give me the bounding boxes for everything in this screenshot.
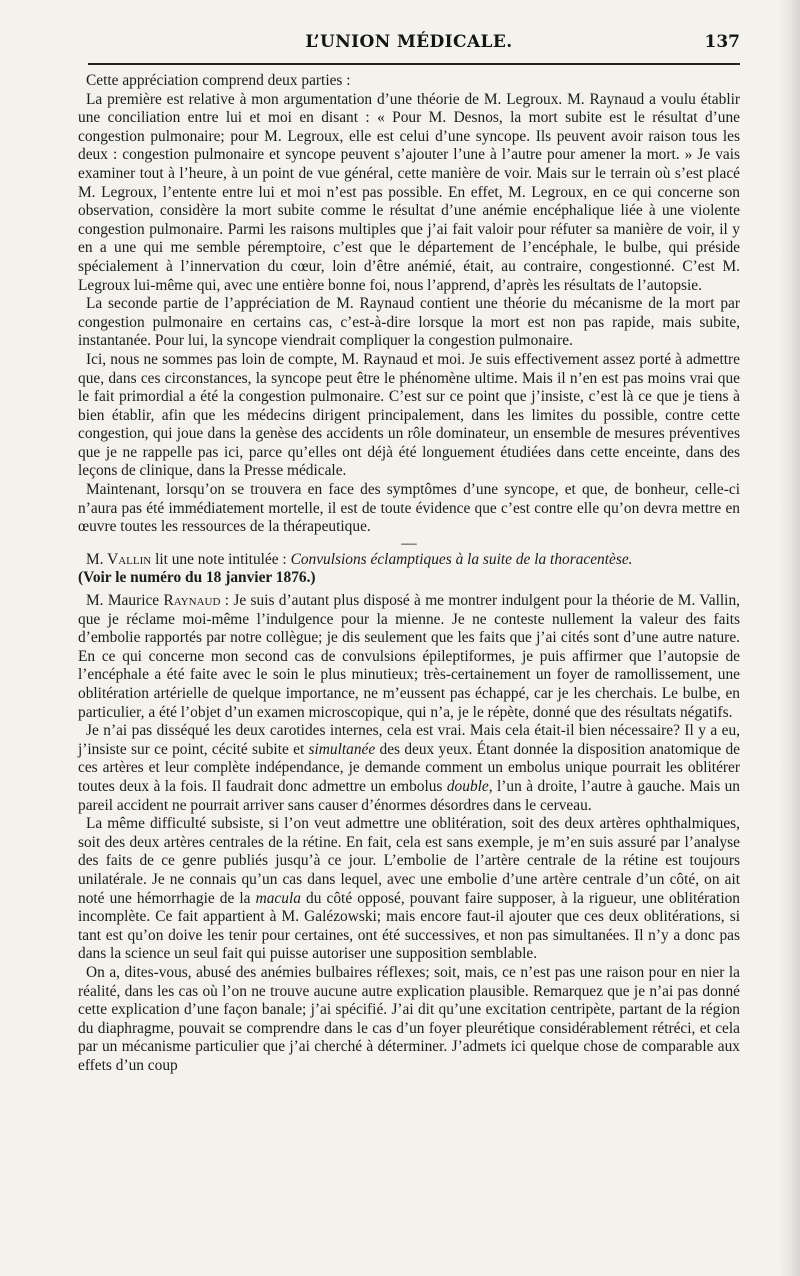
- paragraph-second-part: La seconde partie de l’appréciation de M. Raynaud contient une théorie du mécanisme de la mort par congestion pulmonaire en certains cas, c’est-à-dire lorsque la mort est non pas rapide, mais subite, instantanée. Pour lui, la syncope viendrait compliquer la congestion pulmonaire.: [78, 295, 740, 350]
- paragraph-carotides: [78, 722, 740, 815]
- difficulte-text-1: La même difficulté subsiste, si l’on veut admettre une oblitération, soit des deux artères ophthalmiques, soit des deux artères centrales de la rétine. En fait, cela est sans exemple, je m’en suis assuré par l’analyse des faits de ce genre publiés jusqu’à ce jour. L’embolie de l’artère centrale de la rétine est toujours unilatérale. Je ne connais qu’un cas dans lequel, avec une embolie d’une artère centrale d’un côté, on ait noté une hémorrhagie de la: [78, 815, 740, 907]
- paragraph-vallin: [78, 551, 740, 570]
- paragraph-compte: Ici, nous ne sommes pas loin de compte, M. Raynaud et moi. Je suis effectivement assez porté à admettre que, dans ces circonstances, la syncope peut être le phénomène ultime. Mais il n’en est pas moins vrai que le fait primordial a été la congestion pulmonaire. C’est sur ce point que j’insiste, c’est là ce que je tiens à bien établir, afin que les médecins dirigent principalement, dans les limites du possible, contre cette congestion, qui joue dans la genèse des accidents un rôle dominateur, un ensemble de mesures préventives que je ne rappelle pas ici, parce qu’elles ont déjà été longuement étudiées dans cette enceinte, dans des leçons de clinique, dans la Presse médicale.: [78, 350, 740, 480]
- carotides-text-1: Je n’ai pas disséqué les deux carotides internes, cela est vrai. Mais cela était-il bien nécessaire? Il y a eu, j’insiste sur ce point, cécité subite et: [78, 722, 740, 758]
- carotides-text-3: , l’un à droite, l’autre à gauche. Mais un pareil accident ne pourrait arriver sans causer d’énormes désordres dans le cerveau.: [78, 777, 741, 814]
- paragraph-maintenant: Maintenant, lorsqu’on se trouvera en face des symptômes d’une syncope, et que, de bonheur, celle-ci n’aura pas été immédiatement mortelle, il est de toute évidence que c’est contre elle qu’on devra mettre en œuvre toutes les ressources de la thérapeutique.: [78, 481, 740, 536]
- article-body: [78, 72, 740, 1075]
- speaker-vallin: M. Vallin: [86, 550, 152, 568]
- carotides-em-simultanee: simultanée: [308, 740, 376, 758]
- header-rule: [88, 63, 740, 65]
- paragraph-intro: Cette appréciation comprend deux parties :: [86, 72, 351, 89]
- running-title: L’UNION MÉDICALE.: [305, 32, 513, 52]
- carotides-text-2: des deux yeux. Étant donnée la disposition anatomique de ces artères et leur complète indépendance, je demande comment un embolus unique pourrait les oblitérer toutes deux à la fois. Il faudrait donc admettre un embolus: [78, 740, 741, 795]
- paragraph-anemies: On a, dites-vous, abusé des anémies bulbaires réflexes; soit, mais, ce n’est pas une raison pour en nier la réalité, dans les cas où l’on ne trouve aucune autre explication plausible. Remarquez que je n’ai pas donné cette explication d’une façon banale; j’ai spécifié. J’ai dit qu’une excitation centripète, partant de la région du diaphragme, pouvait se comprendre dans le cas d’un foyer pleurétique considérablement rétréci, et cela par un mécanisme particulier que j’ai cherché à déterminer. J’admets ici quelque chose de comparable aux effets d’un coup: [78, 963, 740, 1074]
- raynaud-prefix: M. Maurice: [86, 592, 164, 610]
- vallin-reference: (Voir le numéro du 18 janvier 1876.): [78, 569, 316, 587]
- page-header: [78, 30, 740, 58]
- vallin-text: lit une note intitulée :: [151, 550, 291, 568]
- section-separator: —: [401, 534, 417, 552]
- paragraph-difficulte: [78, 815, 740, 964]
- paragraph-legroux: La première est relative à mon argumentation d’une théorie de M. Legroux. M. Raynaud a voulu établir une conciliation entre lui et moi en disant : « Pour M. Desnos, la mort subite est le résultat d’une congestion pulmonaire; pour M. Legroux, elle est celui d’une syncope. Ils peuvent avoir raison tous les deux : congestion pulmonaire et syncope peuvent s’ajouter l’une à l’autre pour amener la mort. » Je vais examiner tout à l’heure, à un point de vue général, cette manière de voir. Mais sur le terrain où s’est placé M. Legroux, l’entente entre lui et moi n’est pas possible. En effet, M. Legroux, en ce qui concerne son observation, considère la mort subite comme le résultat d’une anémie encéphalique liée à une violente congestion pulmonaire. Parmi les raisons multiples que j’ai fait valoir pour réfuter sa manière de voir, il y en a une qui me semble péremptoire, c’est que le département de l’encéphale, le bulbe, qui préside spécialement à l’innervation du cœur, loin d’être anémié, était, au contraire, congestionné. C’est M. Legroux lui-même qui, avec une entière bonne foi, nous l’apprend, d’après les résultats de l’autopsie.: [78, 90, 740, 294]
- difficulte-em-macula: macula: [255, 889, 301, 907]
- page-number: 137: [704, 32, 740, 52]
- speaker-raynaud: Raynaud: [163, 592, 221, 610]
- vallin-note-title: Convulsions éclamptiques à la suite de la thoracentèse.: [290, 550, 633, 568]
- difficulte-text-2: du côté opposé, pouvant faire supposer, à la rigueur, une oblitération incomplète. Ce fait appartient à M. Galézowski; mais encore faut-il ajouter que ces deux oblitérations, si tant est qu’on doive les tenir pour certaines, ont été successives, et non pas simultanées. Il n’y a donc pas dans la science un seul fait qui puisse autoriser une supposition semblable.: [78, 889, 740, 963]
- carotides-em-double: double: [446, 777, 489, 795]
- raynaud-text: : Je suis d’autant plus disposé à me montrer indulgent pour la théorie de M. Vallin, que je réclame moi-même l’indulgence pour la mienne. Je ne conteste nullement la valeur des faits d’embolie rapportés par notre collègue; je dis seulement que les faits que j’ai cités sont d’une autre nature. En ce qui concerne mon second cas de convulsions épileptiformes, je puis affirmer que l’autopsie de l’encéphale a été faite avec le soin le plus minutieux; très-certainement un foyer de ramollissement, une oblitération artérielle de quelque importance, ne m’eussent pas échappé, car je les cherchais. Le bulbe, en particulier, a été l’objet d’un examen microscopique, qui n’a, je le répète, donné que des résultats négatifs.: [78, 592, 740, 721]
- paragraph-raynaud: [78, 592, 740, 722]
- page-edge-shadow: [778, 0, 800, 1276]
